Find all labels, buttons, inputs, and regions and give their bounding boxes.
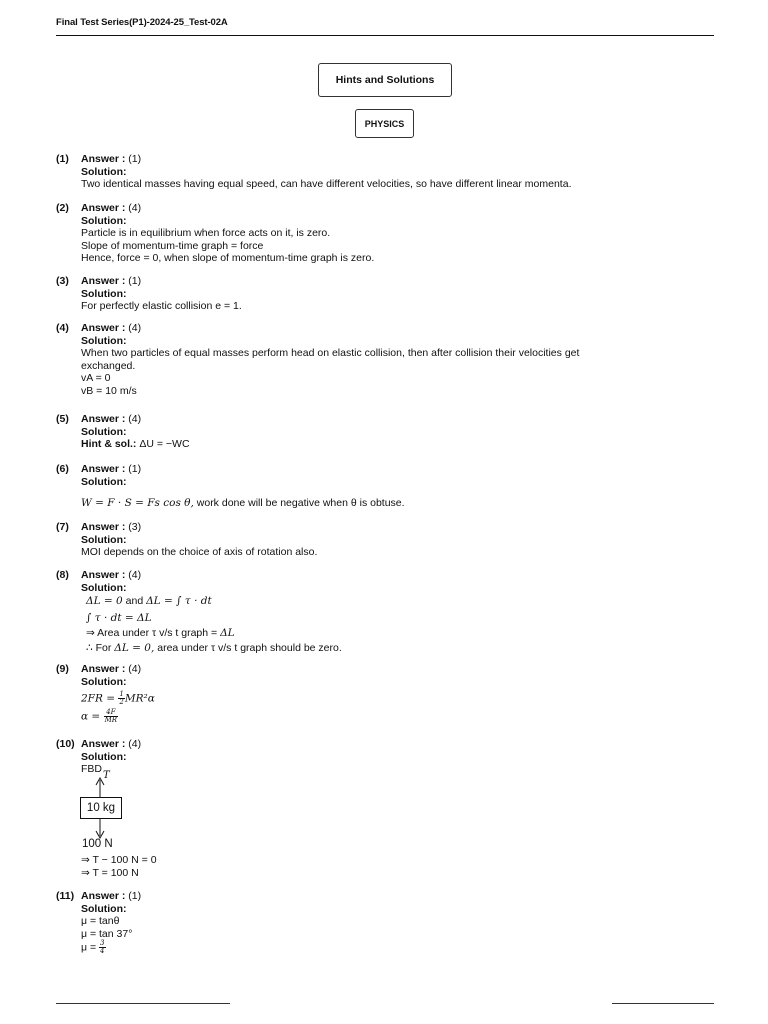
- solution-text: Hence, force = 0, when slope of momentum-time graph is zero.: [81, 252, 375, 265]
- question-number: (4): [56, 322, 69, 334]
- solution-text: FBD: [81, 763, 102, 776]
- answer-value: (1): [128, 890, 142, 902]
- equation: 2FR =: [81, 692, 119, 705]
- answer-label: Answer :: [81, 153, 126, 165]
- equation: μ =: [81, 941, 100, 954]
- question-number: (5): [56, 413, 69, 425]
- solution-label: Solution:: [81, 581, 127, 594]
- footer-divider-right: [612, 1003, 714, 1004]
- question-number: (6): [56, 463, 69, 475]
- equation: ⇒ T − 100 N = 0: [81, 854, 157, 866]
- fraction-denominator: 4: [100, 947, 105, 956]
- solution-text: Two identical masses having equal speed, can have different velocities, so have different linear momenta.: [81, 178, 572, 191]
- question-solution: [81, 521, 641, 559]
- answer-value: (3): [128, 521, 142, 533]
- question-number: (2): [56, 202, 69, 214]
- answer-value: (4): [128, 413, 142, 425]
- question-solution: [81, 153, 641, 191]
- solution-label: Solution:: [81, 334, 127, 347]
- equation: ΔL = ∫ τ · dt: [146, 595, 212, 608]
- equation: vA = 0: [81, 372, 111, 385]
- solution-text: work done will be negative when θ is obtuse.: [196, 497, 405, 510]
- question-solution: [81, 463, 641, 510]
- answer-label: Answer :: [81, 663, 126, 675]
- header-divider: [56, 35, 714, 36]
- solution-text: exchanged.: [81, 359, 136, 372]
- solution-text: For perfectly elastic collision e = 1.: [81, 300, 242, 313]
- mass-block: 10 kg: [80, 797, 122, 819]
- question-solution: [81, 738, 641, 776]
- weight-label: 100 N: [82, 838, 113, 850]
- answer-value: (4): [128, 663, 142, 675]
- fraction-denominator: 2: [119, 698, 124, 707]
- answer-label: Answer :: [81, 463, 126, 475]
- answer-value: (4): [128, 202, 142, 214]
- fraction: [104, 709, 118, 724]
- solution-text: area under τ v/s t graph should be zero.: [157, 641, 342, 654]
- equation: W = F · S = Fs cos θ,: [81, 497, 194, 510]
- solution-label: Solution:: [81, 165, 127, 178]
- answer-label: Answer :: [81, 521, 126, 533]
- question-number: (9): [56, 663, 69, 675]
- answer-label: Answer :: [81, 322, 126, 334]
- solution-label: Solution:: [81, 425, 127, 438]
- question-solution: [81, 569, 641, 655]
- answer-value: (1): [128, 463, 142, 475]
- free-body-diagram: [80, 772, 160, 854]
- equation: ΔU = −WC: [139, 438, 190, 451]
- answer-label: Answer :: [81, 202, 126, 214]
- answer-value: (4): [128, 322, 142, 334]
- equation: vB = 10 m/s: [81, 384, 137, 397]
- question-solution: [81, 322, 641, 398]
- solution-text: When two particles of equal masses perform head on elastic collision, then after collision their velocities get: [81, 347, 580, 360]
- fraction-numerator: 3: [100, 939, 105, 948]
- equation: ⇒ T = 100 N: [81, 866, 139, 879]
- solution-label: Solution:: [81, 533, 127, 546]
- solution-label: Solution:: [81, 675, 127, 688]
- footer-divider-left: [56, 1003, 230, 1004]
- solution-text: Particle is in equilibrium when force acts on it, is zero.: [81, 227, 331, 240]
- question-solution: [81, 275, 641, 313]
- answer-value: (1): [128, 153, 142, 165]
- question-number: (8): [56, 569, 69, 581]
- fraction-numerator: 4F: [104, 709, 118, 717]
- answer-label: Answer :: [81, 275, 126, 287]
- answer-label: Answer :: [81, 738, 126, 750]
- question-solution: [81, 890, 641, 955]
- solution-text: and: [125, 595, 144, 608]
- solution-label: Solution:: [81, 214, 127, 227]
- question-number: (3): [56, 275, 69, 287]
- answer-label: Answer :: [81, 569, 126, 581]
- equation: ΔL = 0: [86, 595, 123, 608]
- question-number: (11): [56, 890, 75, 902]
- question-solution: [81, 413, 641, 451]
- fraction: [99, 940, 105, 955]
- question-number: (7): [56, 521, 69, 533]
- question-solution-continued: [81, 854, 641, 879]
- fraction-denominator: MR: [104, 716, 118, 725]
- solution-label: Solution:: [81, 475, 127, 488]
- answer-label: Answer :: [81, 890, 126, 902]
- hint-label: Hint & sol.:: [81, 438, 137, 451]
- equation: μ = tan 37°: [81, 927, 133, 940]
- solution-label: Solution:: [81, 287, 127, 300]
- equation: ΔL: [220, 627, 235, 640]
- fraction-numerator: 1: [119, 690, 124, 699]
- subject-label: PHYSICS: [355, 109, 414, 138]
- solution-label: Solution:: [81, 902, 127, 915]
- equation: μ = tanθ: [81, 915, 120, 928]
- answer-value: (1): [128, 275, 142, 287]
- solution-text: Slope of momentum-time graph = force: [81, 239, 264, 252]
- equation: α =: [81, 710, 104, 723]
- equation: ∫ τ · dt = ΔL: [86, 611, 152, 624]
- answer-label: Answer :: [81, 413, 126, 425]
- solution-text: ⇒ Area under τ v/s t graph =: [86, 627, 218, 640]
- answer-value: (4): [128, 569, 142, 581]
- solution-text: ∴ For: [86, 641, 112, 654]
- answer-value: (4): [128, 738, 142, 750]
- solution-text: MOI depends on the choice of axis of rotation also.: [81, 546, 318, 559]
- tension-label: T: [103, 770, 110, 781]
- solution-label: Solution:: [81, 750, 127, 763]
- equation: ΔL = 0,: [114, 641, 155, 654]
- hints-solutions-title: Hints and Solutions: [318, 63, 452, 97]
- test-series-title: Final Test Series(P1)-2024-25_Test-02A: [56, 17, 228, 28]
- question-number: (1): [56, 153, 69, 165]
- equation: MR²α: [124, 692, 155, 705]
- question-solution: [81, 202, 641, 265]
- question-solution: [81, 663, 641, 724]
- question-number: (10): [56, 738, 75, 750]
